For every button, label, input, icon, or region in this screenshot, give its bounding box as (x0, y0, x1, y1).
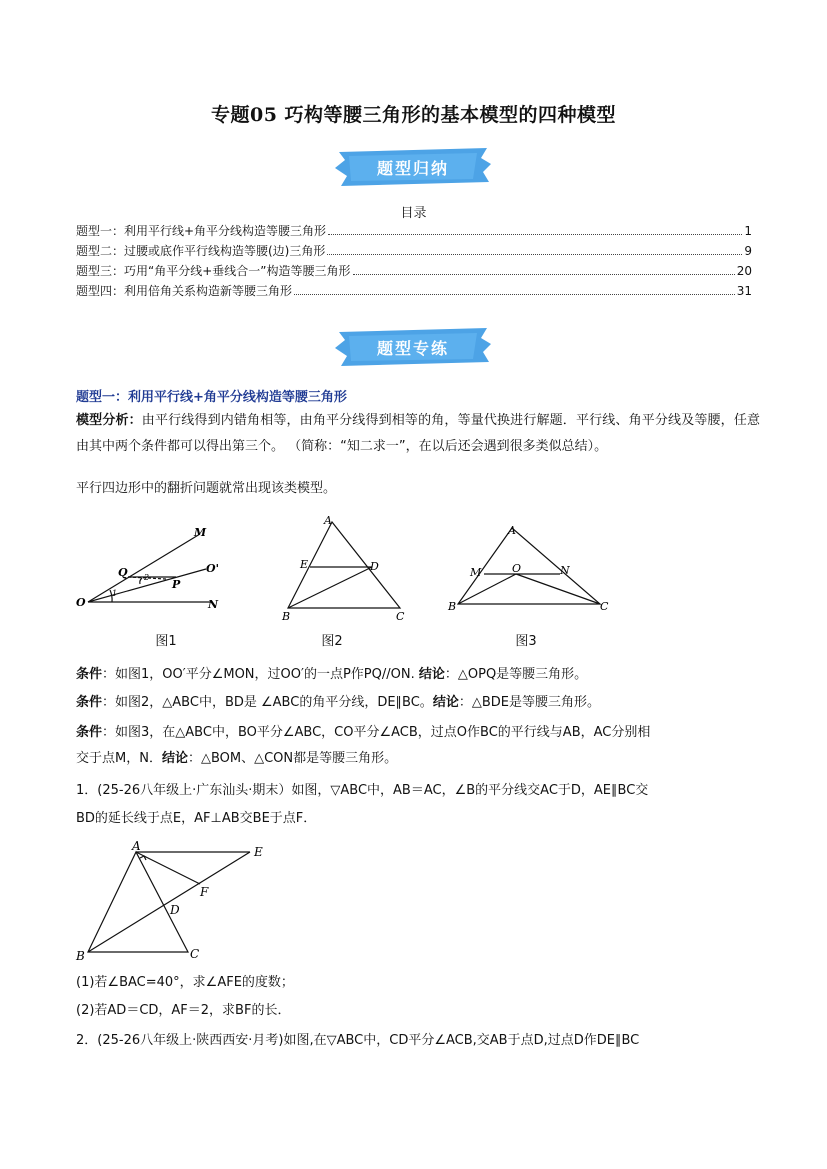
p1-label-D: D (170, 903, 180, 917)
condition-text: ：如图3，在△ABC中，BO平分∠ABC，CO平分∠ACB，过点O作BC的平行线与AB，AC分别相 (102, 725, 651, 740)
toc-item[interactable] (76, 220, 752, 238)
toc-item-label: 题型四：利用倍角关系构造新等腰三角形 (76, 284, 293, 298)
toc-item-page: 1 (744, 224, 752, 238)
toc-leader (327, 254, 742, 255)
fig2-label-B: B (282, 610, 291, 623)
problem-1-q1: (1)若∠BAC=40°，求∠AFE的度数； (76, 975, 294, 990)
toc-item-page: 20 (736, 264, 752, 278)
p1-label-A: A (132, 839, 141, 853)
figure-3-diagram (444, 518, 614, 622)
problem-1-q2: (2)若AD＝CD，AF＝2，求BF的长． (76, 1003, 291, 1018)
banner-practice-label: 题型专练 (376, 338, 449, 358)
problem-1-stem-cont: BD的延长线于点E，AF⊥AB交BE于点F． (76, 811, 317, 826)
fig3-label-C: C (600, 600, 609, 613)
conclusion-text: ：△OPQ是等腰三角形。 (444, 667, 588, 682)
p1-label-C: C (190, 947, 200, 961)
problem-1-diagram (72, 836, 282, 966)
fig1-label-angle2: 2 (144, 573, 150, 582)
conclusion-label: 结论 (161, 751, 188, 766)
toc-item-page: 9 (744, 244, 752, 258)
toc-item-label: 题型二：过腰或底作平行线构造等腰(边)三角形 (76, 244, 326, 258)
toc-heading: 目录 (400, 206, 427, 221)
model-note: 平行四边形中的翻折问题就常出现该类模型。 (76, 481, 337, 496)
fig1-label-N: N (208, 598, 219, 611)
model-analysis (76, 408, 760, 460)
fig1-label-angle1: 1 (112, 589, 118, 598)
analysis-label: 模型分析： (76, 413, 142, 428)
fig2-label-A: A (324, 514, 332, 527)
p1-label-E: E (254, 845, 263, 859)
p1-label-B: B (76, 949, 85, 963)
toc-item-label: 题型三：巧用“角平分线+垂线合一”构造等腰三角形 (76, 264, 351, 278)
fig3-label-B: B (448, 600, 457, 613)
toc-leader (328, 234, 742, 235)
fig3-label-M: M (470, 566, 482, 579)
fig3-label-A: A (508, 524, 516, 537)
problem-1-stem: 1．(25-26八年级上·广东汕头·期末）如图，▽ABC中，AB＝AC，∠B的平分线交AC于D，AE∥BC交 (76, 783, 649, 798)
condition-3 (76, 720, 760, 746)
figure-2-diagram (276, 512, 416, 628)
toc-leader (353, 274, 735, 275)
toc-leader (294, 294, 735, 295)
fig1-label-M: M (194, 526, 207, 539)
page-title: 专题05 巧构等腰三角形的基本模型的四种模型 (210, 104, 617, 126)
figure-2-caption: 图2 (321, 634, 343, 649)
condition-2 (76, 690, 760, 716)
fig1-label-O2: O' (206, 562, 219, 575)
fig1-label-P: P (172, 578, 181, 591)
condition-label: 条件 (76, 695, 103, 710)
banner-summary (333, 146, 493, 188)
analysis-text: 由平行线得到内错角相等，由角平分线得到相等的角，等量代换进行解题．平行线、角平分线及等腰，任意由其中两个条件都可以得出第三个。 （简称：“知二求一”，在以后还会遇到很多类似总结）。 (76, 413, 760, 454)
condition-text-cont: 交于点M，N． (76, 751, 162, 766)
condition-text: ：如图2，△ABC中，BD是 ∠ABC的角平分线，DE∥BC。 (102, 695, 433, 710)
problem-2-stem: 2．(25-26八年级上·陕西西安·月考)如图,在▽ABC中，CD平分∠ACB,交AB于点D,过点D作DE∥BC (76, 1033, 640, 1048)
toc-item[interactable] (76, 240, 752, 258)
p1-label-F: F (200, 885, 209, 899)
fig2-label-D: D (370, 560, 379, 573)
fig2-label-E: E (300, 558, 309, 571)
fig1-label-O: O (76, 596, 86, 609)
figure-1-caption: 图1 (155, 634, 177, 649)
conclusion-text: ：△BOM、△CON都是等腰三角形。 (187, 751, 398, 766)
figure-3-caption: 图3 (515, 634, 537, 649)
toc-item-page: 31 (736, 284, 752, 298)
condition-label: 条件 (76, 725, 103, 740)
condition-1 (76, 662, 760, 688)
toc-item[interactable] (76, 280, 752, 298)
conclusion-label: 结论 (418, 667, 445, 682)
condition-text: ：如图1，OO′平分∠MON，过OO′的一点P作PQ//ON. (102, 667, 415, 682)
fig3-label-N: N (560, 564, 570, 577)
condition-label: 条件 (76, 667, 103, 682)
figure-1-diagram (72, 522, 232, 622)
banner-summary-label: 题型归纳 (376, 158, 449, 178)
fig1-label-Q: Q (118, 566, 128, 579)
toc-item[interactable] (76, 260, 752, 278)
fig3-label-O: O (512, 562, 522, 575)
fig2-label-C: C (396, 610, 405, 623)
section-title: 题型一：利用平行线+角平分线构造等腰三角形 (76, 390, 347, 405)
conclusion-label: 结论 (432, 695, 459, 710)
conclusion-text: ：△BDE是等腰三角形。 (458, 695, 600, 710)
banner-practice (333, 326, 493, 368)
toc-item-label: 题型一：利用平行线+角平分线构造等腰三角形 (76, 224, 327, 238)
condition-3-cont (76, 746, 760, 772)
